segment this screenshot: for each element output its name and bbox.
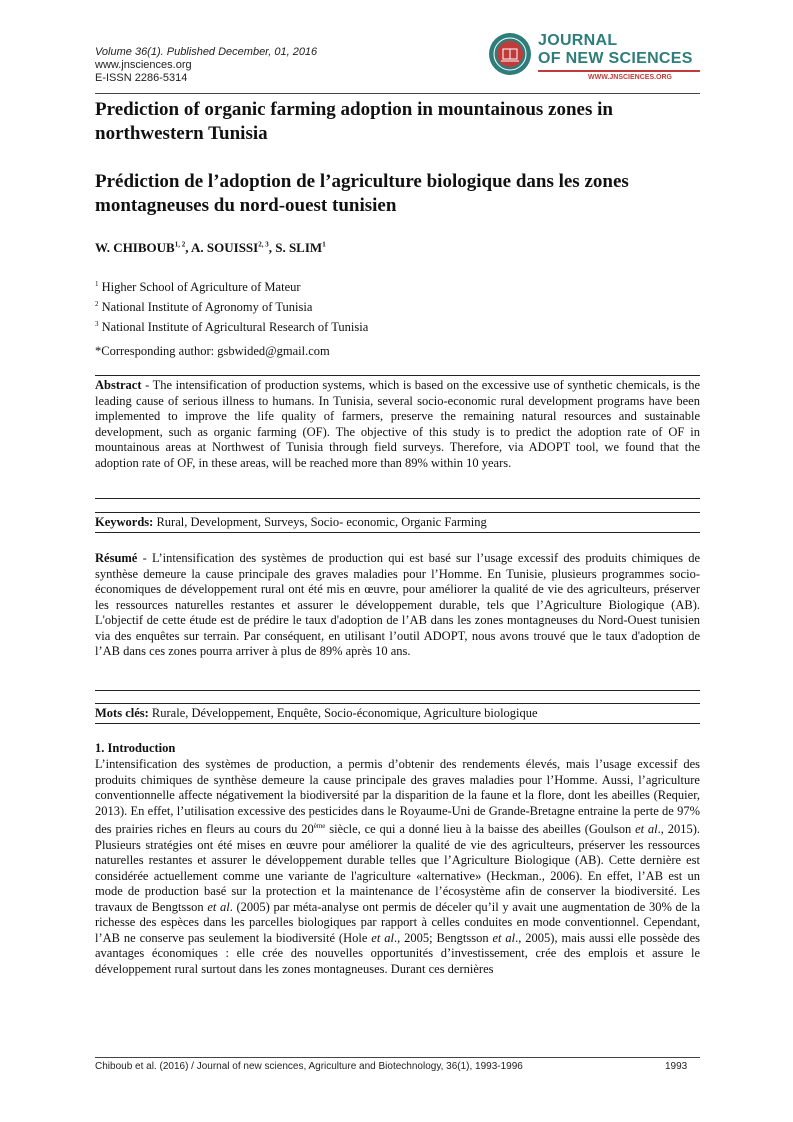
intro-text-part: . (2005) par méta-analyse ont permis de déceler qu’il y avait une augmentation de 30% de la richesse des espèces dans les parcelles biologiques par rapport à celles conduites en mode conventionnel. Cependant, l’AB ne conserve pas seulement la biodiversité (Hole — [95, 899, 700, 945]
affiliations — [95, 276, 368, 336]
abstract-bottom-rule — [95, 498, 700, 499]
mots-cles — [95, 706, 700, 722]
authors — [95, 240, 326, 256]
keywords-top-rule — [95, 512, 700, 513]
corresponding-author: *Corresponding author: gsbwided@gmail.com — [95, 344, 330, 358]
author-name: S. SLIM — [275, 240, 323, 255]
intro-text-part: ., 2015). Plusieurs stratégies ont été mises en œuvre pour améliorer la qualité de vie des agriculteurs, préserver les ressources naturelles restantes et assurer le développement durable telles que l’Agriculture Biologique (AB). Cette dernière est considérée actuellement comme une variante de l'agriculture «alternative» (Heckman., 2006). En effet, l’AB est un mode de production basé sur la protection et la maintenance de l’écosystème afin de conserver la biodiversité. Les travaux de Bengtsson — [95, 822, 701, 914]
issn: E-ISSN 2286-5314 — [95, 72, 188, 84]
abstract-label: Abstract — [95, 378, 142, 392]
website[interactable]: www.jnsciences.org — [95, 59, 192, 71]
resume-label: Résumé — [95, 551, 138, 565]
intro-et-al: et al — [371, 930, 394, 945]
footer-rule — [95, 1057, 700, 1058]
section-heading-introduction: 1. Introduction — [95, 741, 176, 755]
abstract — [95, 378, 700, 471]
resume-text: - L’intensification des systèmes de production qui est basé sur l’usage excessif des produits chimiques de synthèse demeure la cause principale des graves maladies pour l’Homme. En Tunisie, plusieurs programmes socio-économiques de développement rural ont été mis en œuvre, pour améliorer la qualité de vie des agriculteurs, préserver les ressources naturelles restantes et assurer le développement durable, tels que l’Agriculture Biologique (AB). L'objectif de cette étude est de prédire le taux d'adoption de l’AB dans les zones montagneuses du Nord-Ouest tunisien via des enquêtes sur terrain. Par conséquent, en utilisant l’outil ADOPT, nous avons trouvé que le taux d'adoption de l’AB dans ces zones pourra arriver à plus de 89% après 10 ans. — [95, 551, 700, 658]
affiliation-sup: 2 — [95, 300, 99, 309]
resume — [95, 551, 700, 660]
footer-citation: Chiboub et al. (2016) / Journal of new sciences, Agriculture and Biotechnology, 36(1), 1993-1996 — [95, 1061, 523, 1072]
header-rule — [95, 93, 700, 94]
title-french: Prédiction de l’adoption de l’agriculture biologique dans les zones montagneuses du nord-ouest tunisien — [95, 171, 629, 216]
intro-et-al: et al — [207, 899, 230, 914]
intro-text-part: L’intensification des systèmes de production, a permis d’obtenir des rendements élevés, mais l’usage excessif des produits chimiques de synthèse demeure la cause principale des graves maladies pour l’Homme. Aussi, l’agriculture conventionnelle affecte négativement la biodiversité par la disparition de la faune et la flore, dont les abeilles (Requier, 2013). En effet, l’utilisation excessive des pesticides dans le Royaume-Uni de Grande-Bretagne entraine la perte de 97% des prairies riches en fleurs au cours du 20 — [95, 757, 700, 837]
author-separator: , — [268, 240, 276, 255]
motscles-bottom-rule — [95, 723, 700, 724]
journal-logo — [488, 30, 703, 88]
introduction-text — [95, 757, 700, 977]
keywords-label: Keywords: — [95, 515, 154, 529]
volume-info: Volume 36(1). Published December, 01, 2016 — [95, 46, 318, 58]
author-name: W. CHIBOUB — [95, 240, 175, 255]
affiliation-sup: 1 — [95, 280, 99, 288]
abstract-text: - The intensification of production systems, which is based on the excessive use of synthetic chemicals, is the leading cause of serious illness to humans. In Tunisia, several socio-economic rural development programs have been implemented to improve the life quality of farmers, preserve the remaining natural resources and sustainable development, such as organic farming (OF). The objective of this study is to predict the adoption rate of OF in mountainous areas at Northwest of Tunisia through field surveys. Therefore, via ADOPT tool, we found that the adoption rate of OF, in these areas, will be reached more than 89% within 10 years. — [95, 378, 700, 470]
intro-text-part: siècle, ce qui a donné lieu à la baisse des abeilles (Goulson — [325, 822, 636, 837]
logo-text-new-sciences: OF NEW SCIENCES — [538, 50, 693, 67]
page-number: 1993 — [665, 1061, 688, 1072]
journal-meta — [95, 46, 317, 85]
affiliation-text: Higher School of Agriculture of Mateur — [101, 280, 301, 295]
resume-bottom-rule — [95, 690, 700, 691]
keywords-bottom-rule — [95, 532, 700, 533]
logo-text-journal: JOURNAL — [538, 32, 618, 49]
author-affil-sup: 1, 2 — [174, 240, 186, 249]
logo-url[interactable]: WWW.JNSCIENCES.ORG — [588, 74, 673, 81]
logo-divider — [538, 70, 700, 72]
author-affil-sup: 2, 3 — [258, 240, 269, 249]
affiliation — [95, 296, 368, 316]
author-affil-sup: 1 — [322, 240, 326, 249]
motscles-top-rule — [95, 703, 700, 704]
affiliation-sup: 3 — [95, 320, 99, 329]
author-name: A. SOUISSI — [191, 240, 259, 255]
affiliation-text: National Institute of Agronomy of Tunisia — [101, 300, 313, 315]
intro-sup: ème — [313, 822, 326, 830]
keywords — [95, 515, 700, 531]
intro-text-part: ., 2005; Bengtsson — [393, 930, 493, 945]
intro-et-al: et al — [635, 822, 658, 837]
affiliation — [95, 276, 368, 296]
title-english: Prediction of organic farming adoption in mountainous zones in northwestern Tunisia — [95, 99, 613, 144]
mots-cles-label: Mots clés: — [95, 706, 149, 720]
intro-text-part: ., 2005), mais aussi elle possède des avantages économiques : elle crée des nouvelles opportunités d’investissement, crée des emplois et assure le développement rural surtout dans les zones montagneuses. Durant ces dernières — [95, 930, 700, 976]
author-separator: , — [185, 240, 192, 255]
abstract-top-rule — [95, 375, 700, 376]
affiliation-text: National Institute of Agricultural Research of Tunisia — [101, 320, 369, 335]
mots-cles-text: Rurale, Développement, Enquête, Socio-économique, Agriculture biologique — [148, 706, 538, 720]
keywords-text: Rural, Development, Surveys, Socio- economic, Organic Farming — [153, 515, 487, 529]
journal-seal-icon — [488, 32, 532, 76]
intro-et-al: et al — [492, 930, 516, 945]
affiliation — [95, 316, 368, 336]
